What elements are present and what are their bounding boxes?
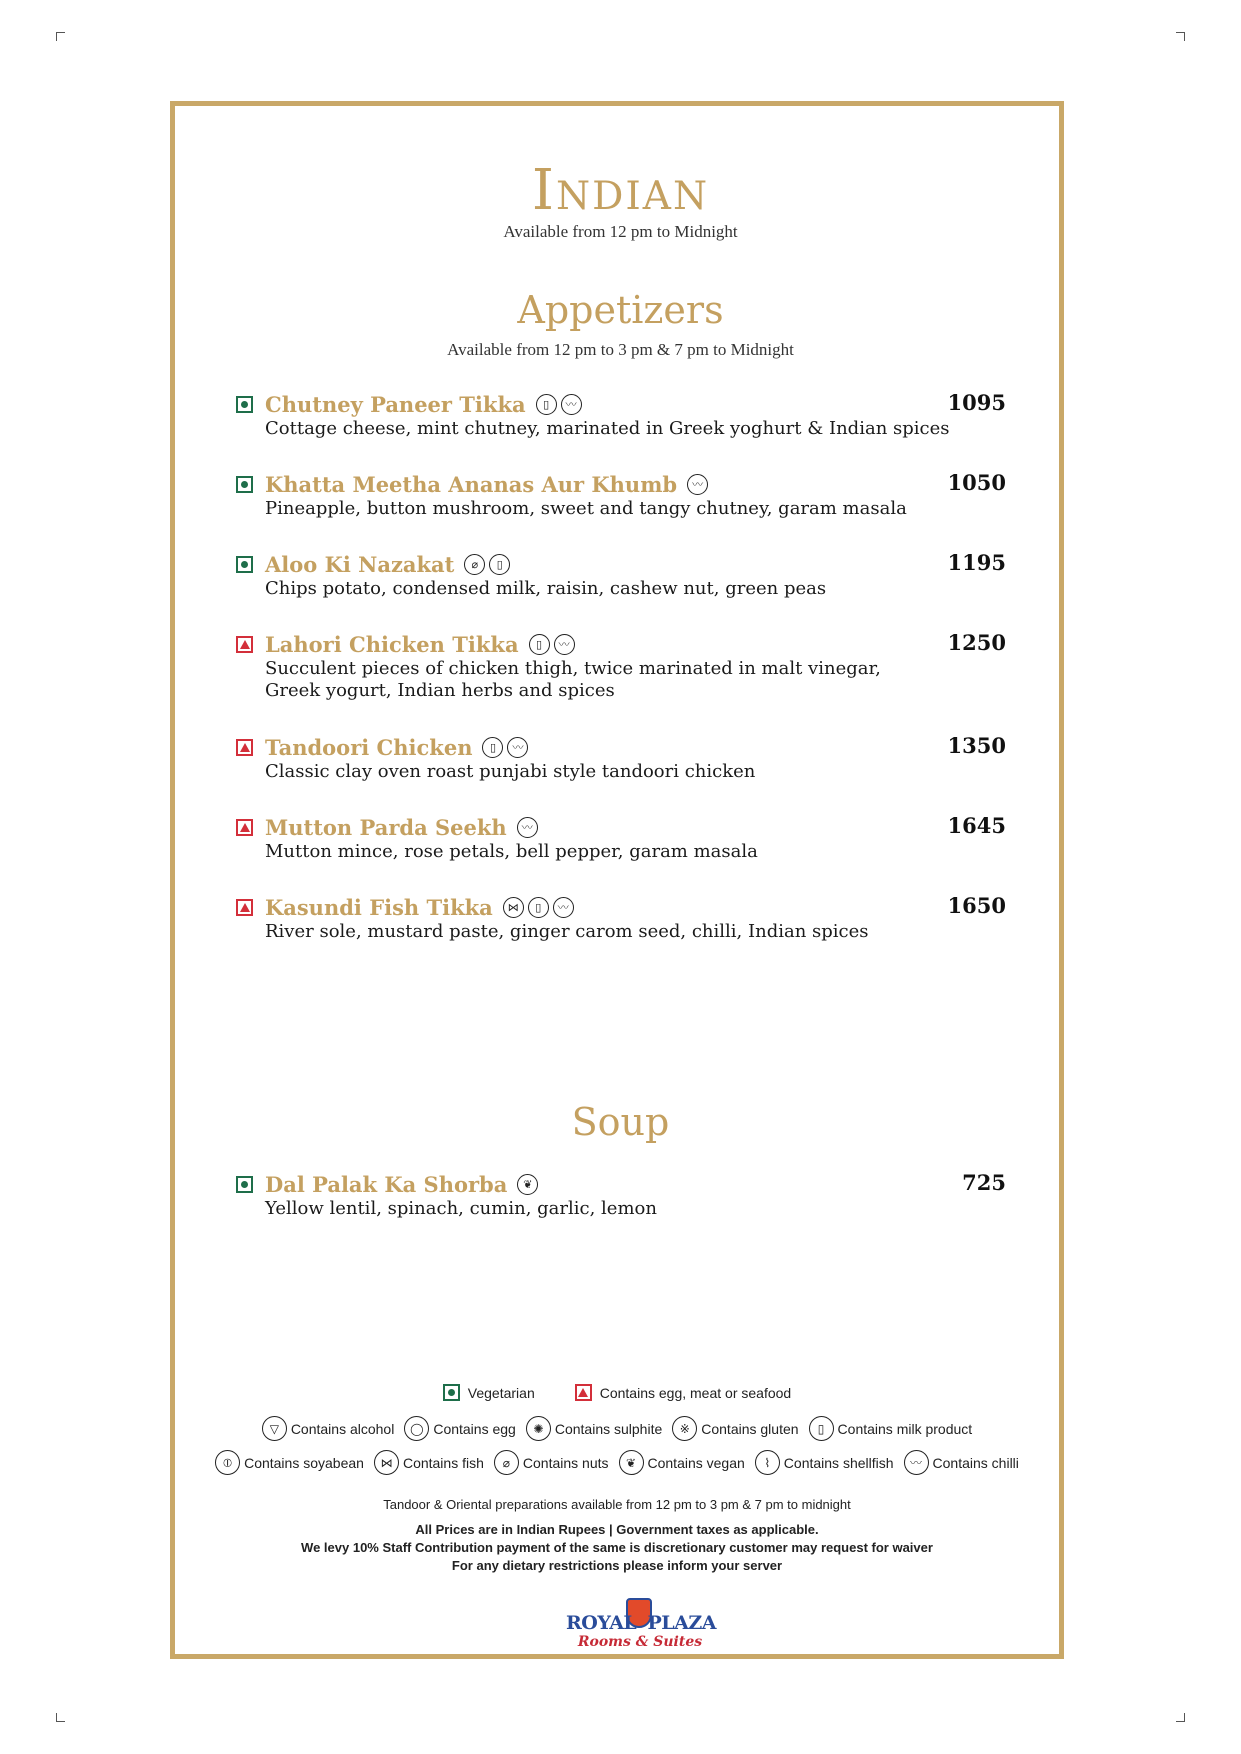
legend-entry <box>619 1450 745 1475</box>
allergen-icons <box>687 474 708 495</box>
legend-veg <box>443 1384 535 1401</box>
legend-allergen-row-2 <box>170 1450 1064 1475</box>
legend-label: Contains shellfish <box>783 1454 894 1471</box>
menu-item <box>236 550 1006 600</box>
legend-entry <box>374 1450 484 1475</box>
allergen-icons <box>482 737 528 758</box>
legend-label: Contains nuts <box>522 1454 609 1471</box>
allergen-icons <box>529 634 575 655</box>
legend-label: Contains egg <box>433 1420 516 1437</box>
veg-mark-icon <box>236 396 253 413</box>
section-title-appetizers: Appetizers <box>517 288 724 332</box>
menu-item <box>236 630 1006 702</box>
crop-mark <box>1176 1713 1185 1722</box>
menu-item <box>236 390 1006 440</box>
chilli-icon: 〰 <box>561 394 582 415</box>
item-name: Chutney Paneer Tikka <box>265 391 526 417</box>
item-price: 725 <box>962 1170 1006 1195</box>
allergen-icons <box>517 1174 538 1195</box>
legend-entry <box>526 1416 662 1441</box>
item-description: River sole, mustard paste, ginger carom seed, chilli, Indian spices <box>265 921 869 942</box>
legend-entry <box>672 1416 798 1441</box>
menu-title: Indian <box>531 158 710 223</box>
crop-mark <box>56 1713 65 1722</box>
item-price: 1195 <box>947 550 1006 575</box>
item-description: Chips potato, condensed milk, raisin, cashew nut, green peas <box>265 578 827 599</box>
legend-label: Contains alcohol <box>290 1420 395 1437</box>
crop-mark <box>56 32 65 41</box>
item-description: Pineapple, button mushroom, sweet and tangy chutney, garam masala <box>265 498 907 519</box>
chilli-icon: 〰 <box>904 1450 929 1475</box>
sulphite-icon: ✺ <box>526 1416 551 1441</box>
fish-icon: ⋈ <box>503 897 524 918</box>
shellfish-icon: ⌇ <box>755 1450 780 1475</box>
veg-mark-icon <box>236 556 253 573</box>
item-price: 1250 <box>947 630 1006 655</box>
legend-label: Contains chilli <box>932 1454 1019 1471</box>
legend-label: Contains soyabean <box>244 1454 364 1471</box>
prices-note: All Prices are in Indian Rupees | Government taxes as applicable. <box>415 1522 819 1537</box>
logo-brand-left: ROYAL <box>566 1612 637 1634</box>
legend-entry <box>904 1450 1019 1475</box>
item-description: Mutton mince, rose petals, bell pepper, garam masala <box>265 841 758 862</box>
nonveg-mark-icon <box>236 636 253 653</box>
chilli-icon: 〰 <box>687 474 708 495</box>
legend-label: Contains milk product <box>837 1420 973 1437</box>
veg-mark-icon <box>443 1384 460 1401</box>
item-price: 1645 <box>947 813 1006 838</box>
milk-icon: ▯ <box>529 634 550 655</box>
allergen-icons <box>536 394 582 415</box>
vegan-icon: ❦ <box>619 1450 644 1475</box>
allergen-icons <box>517 817 538 838</box>
chilli-icon: 〰 <box>554 634 575 655</box>
nonveg-mark-icon <box>236 739 253 756</box>
nonveg-mark-icon <box>236 819 253 836</box>
item-description: Yellow lentil, spinach, cumin, garlic, lemon <box>265 1198 657 1219</box>
alcohol-icon: ▽ <box>262 1416 287 1441</box>
allergen-icons <box>503 897 574 918</box>
menu-item <box>236 893 1006 943</box>
nonveg-mark-icon <box>575 1384 592 1401</box>
item-name: Khatta Meetha Ananas Aur Khumb <box>265 471 678 497</box>
legend-label: Contains fish <box>402 1454 484 1471</box>
item-description: Cottage cheese, mint chutney, marinated in Greek yoghurt & Indian spices <box>265 418 950 439</box>
legend-entry <box>404 1416 516 1441</box>
item-name: Tandoori Chicken <box>265 734 473 760</box>
chilli-icon: 〰 <box>517 817 538 838</box>
veg-mark-icon <box>236 476 253 493</box>
allergen-icons <box>464 554 510 575</box>
legend-nonveg <box>575 1384 791 1401</box>
dietary-note: For any dietary restrictions please inform your server <box>451 1558 783 1573</box>
legend-entry <box>809 1416 973 1441</box>
item-price: 1350 <box>947 733 1006 758</box>
milk-icon: ▯ <box>482 737 503 758</box>
section-title-soup: Soup <box>571 1100 670 1144</box>
legend-label: Contains sulphite <box>554 1420 663 1437</box>
milk-icon: ▯ <box>536 394 557 415</box>
vegan-icon: ❦ <box>517 1174 538 1195</box>
royal-plaza-logo <box>560 1598 720 1650</box>
menu-item <box>236 1170 1006 1220</box>
item-price: 1050 <box>947 470 1006 495</box>
item-name: Mutton Parda Seekh <box>265 814 507 840</box>
menu-item <box>236 470 1006 520</box>
legend-label: Contains egg, meat or seafood <box>599 1384 792 1401</box>
egg-icon: ◯ <box>404 1416 429 1441</box>
item-description: Classic clay oven roast punjabi style tandoori chicken <box>265 761 756 782</box>
legend-entry <box>262 1416 395 1441</box>
logo-tagline: Rooms & Suites <box>577 1634 703 1650</box>
levy-note: We levy 10% Staff Contribution payment of the same is discretionary customer may request for waiver <box>301 1540 933 1555</box>
item-name: Kasundi Fish Tikka <box>265 894 493 920</box>
legend-allergen-row-1 <box>170 1416 1064 1441</box>
veg-mark-icon <box>236 1176 253 1193</box>
legend-label: Contains vegan <box>647 1454 745 1471</box>
legend-entry <box>755 1450 894 1475</box>
soyabean-icon: ⦶ <box>215 1450 240 1475</box>
milk-icon: ▯ <box>809 1416 834 1441</box>
item-name: Lahori Chicken Tikka <box>265 631 519 657</box>
timing-note: Tandoor & Oriental preparations available from 12 pm to 3 pm & 7 pm to midnight <box>383 1497 851 1512</box>
chilli-icon: 〰 <box>507 737 528 758</box>
legend-type-row <box>170 1384 1064 1401</box>
item-name: Dal Palak Ka Shorba <box>265 1171 508 1197</box>
menu-item <box>236 733 1006 783</box>
item-name: Aloo Ki Nazakat <box>265 551 455 577</box>
fish-icon: ⋈ <box>374 1450 399 1475</box>
legend-label: Contains gluten <box>701 1420 799 1437</box>
gluten-icon: ※ <box>672 1416 697 1441</box>
nuts-icon: ⌀ <box>464 554 485 575</box>
legend-entry <box>494 1450 609 1475</box>
menu-subtitle: Available from 12 pm to Midnight <box>503 222 738 241</box>
crop-mark <box>1176 32 1185 41</box>
nonveg-mark-icon <box>236 899 253 916</box>
item-description: Greek yogurt, Indian herbs and spices <box>265 680 615 701</box>
chilli-icon: 〰 <box>553 897 574 918</box>
item-price: 1650 <box>947 893 1006 918</box>
logo-brand-right: PLAZA <box>647 1612 716 1634</box>
item-description: Succulent pieces of chicken thigh, twice marinated in malt vinegar, <box>265 658 881 679</box>
legend-label: Vegetarian <box>467 1384 535 1401</box>
legend-entry <box>215 1450 364 1475</box>
section-subtitle-appetizers: Available from 12 pm to 3 pm & 7 pm to Midnight <box>447 340 794 359</box>
nuts-icon: ⌀ <box>494 1450 519 1475</box>
item-price: 1095 <box>947 390 1006 415</box>
milk-icon: ▯ <box>489 554 510 575</box>
milk-icon: ▯ <box>528 897 549 918</box>
menu-item <box>236 813 1006 863</box>
